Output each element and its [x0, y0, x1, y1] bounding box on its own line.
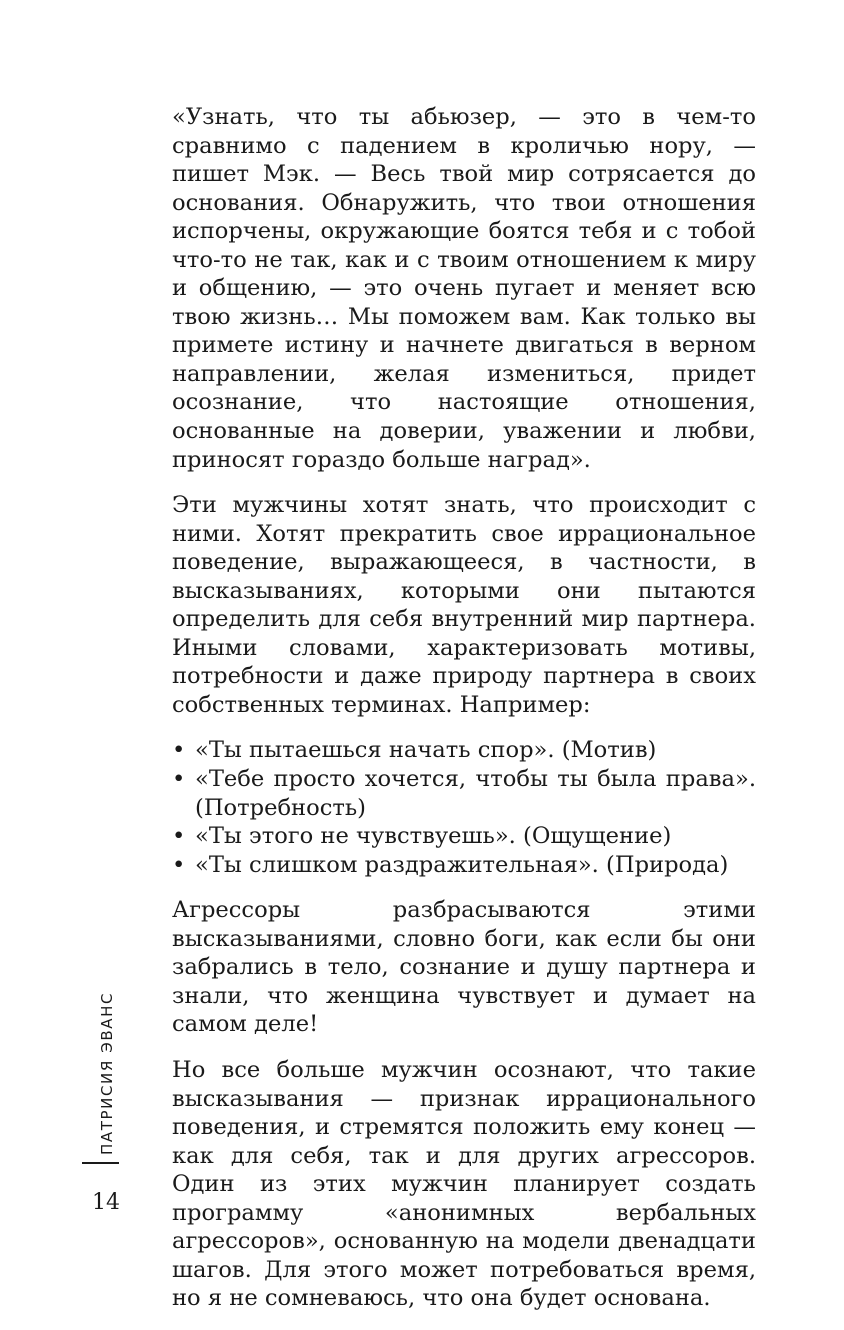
bullet-icon: •: [172, 737, 186, 764]
margin-divider: [82, 1162, 119, 1164]
page-number: 14: [92, 1190, 120, 1215]
bullet-list: [172, 736, 756, 879]
list-item-text: «Ты пытаешься начать спор». (Мотив): [195, 737, 657, 764]
list-item: [172, 765, 756, 822]
paragraph-4: Но все больше мужчин осознают, что такие высказывания — признак иррационального поведения, и стремятся положить ему конец — как для себя, так и для других агрессоров. Один из этих мужчин планирует создать программу «анонимных вербальных агрессоров», основанную на модели двенадцати шагов. Для этого может потребоваться время, но я не сомневаюсь, что она будет основана.: [172, 1056, 756, 1312]
list-item: [172, 736, 756, 765]
paragraph-2: Эти мужчины хотят знать, что происходит с ними. Хотят прекратить свое иррациональное поведение, выражающееся, в частности, в высказываниях, которыми они пытаются определить для себя внутренний мир партнера. Иными словами, характеризовать мотивы, потребности и даже природу партнера в своих собственных терминах. Например:: [172, 492, 756, 718]
main-text: [172, 103, 756, 1330]
bullet-icon: •: [172, 823, 186, 850]
list-item-text: «Ты слишком раздражительная». (Природа): [195, 851, 729, 878]
running-head-author: ПАТРИСИЯ ЭВАНС: [98, 991, 116, 1155]
paragraph-3: Агрессоры разбрасываются этими высказываниями, словно боги, как если бы они забрались в тело, сознание и душу партнера и знали, что женщина чувствует и думает на самом деле!: [172, 897, 756, 1038]
list-item: [172, 822, 756, 851]
paragraph-1: «Узнать, что ты абьюзер, — это в чем-то сравнимо с падением в кроличью нору, — пишет Мэк. — Весь твой мир сотрясается до основания. Обнаружить, что твои отношения испорчены, окружающие боятся тебя и с тобой что-то не так, как и с твоим отношением к миру и общению, — это очень пугает и меняет всю твою жизнь… Мы поможем вам. Как только вы примете истину и начнете двигаться в верном направлении, желая измениться, придет осознание, что настоящие отношения, основанные на доверии, уважении и любви, приносят гораздо больше наград».: [172, 104, 756, 473]
list-item: [172, 851, 756, 880]
list-item-text: «Тебе просто хочется, чтобы ты была права». (Потребность): [195, 766, 756, 821]
bullet-icon: •: [172, 851, 186, 878]
bullet-icon: •: [172, 766, 186, 793]
list-item-text: «Ты этого не чувствуешь». (Ощущение): [195, 823, 672, 850]
